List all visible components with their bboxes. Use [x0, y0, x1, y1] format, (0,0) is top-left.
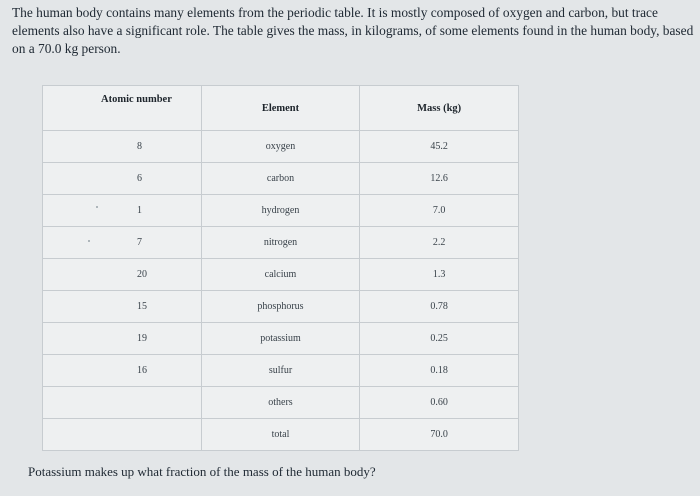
cell-element: oxygen — [201, 131, 360, 163]
table-row — [43, 195, 519, 227]
cell-atomic-number — [43, 419, 202, 451]
cell-element: total — [201, 419, 360, 451]
table-row — [43, 323, 519, 355]
cell-element: others — [201, 387, 360, 419]
cell-atomic-number — [43, 387, 202, 419]
header-element: Element — [201, 86, 360, 131]
cell-mass: 70.0 — [360, 419, 519, 451]
stray-mark — [96, 206, 98, 208]
cell-mass: 45.2 — [360, 131, 519, 163]
cell-mass: 0.78 — [360, 291, 519, 323]
cell-atomic-number: 8 — [43, 131, 202, 163]
cell-element: potassium — [201, 323, 360, 355]
cell-atomic-number: 6 — [43, 163, 202, 195]
cell-element: phosphorus — [201, 291, 360, 323]
table-row — [43, 419, 519, 451]
table-row — [43, 387, 519, 419]
question-text: Potassium makes up what fraction of the mass of the human body? — [28, 464, 376, 479]
cell-element: hydrogen — [201, 195, 360, 227]
cell-mass: 0.25 — [360, 323, 519, 355]
cell-mass: 7.0 — [360, 195, 519, 227]
cell-mass: 0.18 — [360, 355, 519, 387]
table-row — [43, 163, 519, 195]
cell-mass: 2.2 — [360, 227, 519, 259]
cell-atomic-number: 15 — [43, 291, 202, 323]
table-row — [43, 227, 519, 259]
table-row — [43, 355, 519, 387]
cell-element: carbon — [201, 163, 360, 195]
table-header-row — [43, 86, 519, 131]
cell-mass: 1.3 — [360, 259, 519, 291]
cell-atomic-number: 20 — [43, 259, 202, 291]
cell-mass: 12.6 — [360, 163, 519, 195]
elements-table — [42, 85, 519, 451]
cell-atomic-number: 19 — [43, 323, 202, 355]
cell-element: nitrogen — [201, 227, 360, 259]
intro-paragraph: The human body contains many elements from the periodic table. It is mostly composed of oxygen and carbon, but trace elements also have a significant role. The table gives the mass, in kilograms, of some elements found in the human body, based on a 70.0 kg person. — [12, 5, 694, 56]
elements-table-container — [42, 85, 519, 451]
cell-atomic-number: 7 — [43, 227, 202, 259]
cell-element: sulfur — [201, 355, 360, 387]
stray-mark — [88, 240, 90, 242]
table-row — [43, 131, 519, 163]
table-row — [43, 291, 519, 323]
header-atomic-number: Atomic number — [43, 86, 202, 131]
header-mass: Mass (kg) — [360, 86, 519, 131]
cell-atomic-number: 16 — [43, 355, 202, 387]
cell-element: calcium — [201, 259, 360, 291]
cell-atomic-number: 1 — [43, 195, 202, 227]
table-row — [43, 259, 519, 291]
cell-mass: 0.60 — [360, 387, 519, 419]
